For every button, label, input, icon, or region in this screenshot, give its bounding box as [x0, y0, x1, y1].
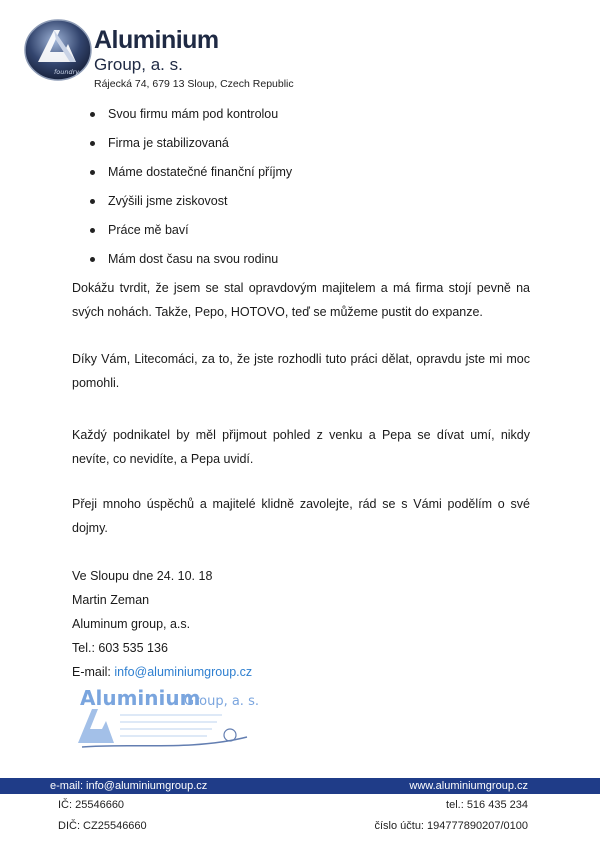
- stamp-name: Aluminium: [80, 686, 201, 710]
- footer-email[interactable]: e-mail: info@aluminiumgroup.cz: [50, 780, 208, 792]
- aluminium-logo-icon: [24, 18, 92, 82]
- list-item: Firma je stabilizovaná: [86, 135, 292, 164]
- footer-contact-bar: [0, 778, 600, 794]
- paragraph: Přeji mnoho úspěchů a majitelé klidně zavolejte, rád se s Vámi podělím o své dojmy.: [72, 497, 530, 535]
- company-subtitle: Group, a. s.: [94, 55, 183, 74]
- footer-website[interactable]: www.aluminiumgroup.cz: [409, 780, 528, 792]
- company-stamp-icon: [72, 685, 262, 755]
- list-item: Práce mě baví: [86, 222, 292, 251]
- paragraph: Díky Vám, Litecomáci, za to, že jste rozhodli tuto práci dělat, opravdu jste mi moc pomohli.: [72, 352, 530, 390]
- email-link[interactable]: info@aluminiumgroup.cz: [114, 665, 253, 679]
- company-name: Aluminium: [94, 26, 219, 54]
- signer-phone: Tel.: 603 535 136: [72, 641, 168, 655]
- stamp-sub: Group, a. s.: [184, 694, 259, 709]
- list-item: Svou firmu mám pod kontrolou: [86, 106, 292, 135]
- benefits-list: [86, 106, 292, 280]
- footer-phone: tel.: 516 435 234: [446, 799, 528, 811]
- footer-ico: IČ: 25546660: [58, 799, 125, 811]
- company-address: Rájecká 74, 679 13 Sloup, Czech Republic: [94, 78, 294, 90]
- signer-company: Aluminum group, a.s.: [72, 617, 191, 631]
- signer-email-row: [72, 663, 252, 687]
- footer-account: číslo účtu: 194777890207/0100: [374, 820, 528, 832]
- place-date: Ve Sloupu dne 24. 10. 18: [72, 569, 213, 583]
- logo-foundry-text: foundry: [54, 68, 80, 76]
- signer-name: Martin Zeman: [72, 593, 150, 607]
- list-item: Zvýšili jsme ziskovost: [86, 193, 292, 222]
- letterhead: [24, 18, 344, 98]
- email-label: E-mail:: [72, 665, 115, 679]
- paragraph: Dokážu tvrdit, že jsem se stal opravdovým majitelem a má firma stojí pevně na svých nohách. Takže, Pepo, HOTOVO, teď se můžeme pustit do expanze.: [72, 281, 530, 319]
- paragraph: Každý podnikatel by měl přijmout pohled z venku a Pepa se dívat umí, nikdy nevíte, co nevidíte, a Pepa uvidí.: [72, 428, 530, 466]
- list-item: Mám dost času na svou rodinu: [86, 251, 292, 280]
- signature-block: [72, 567, 252, 687]
- footer-dic: DIČ: CZ25546660: [58, 820, 147, 832]
- list-item: Máme dostatečné finanční příjmy: [86, 164, 292, 193]
